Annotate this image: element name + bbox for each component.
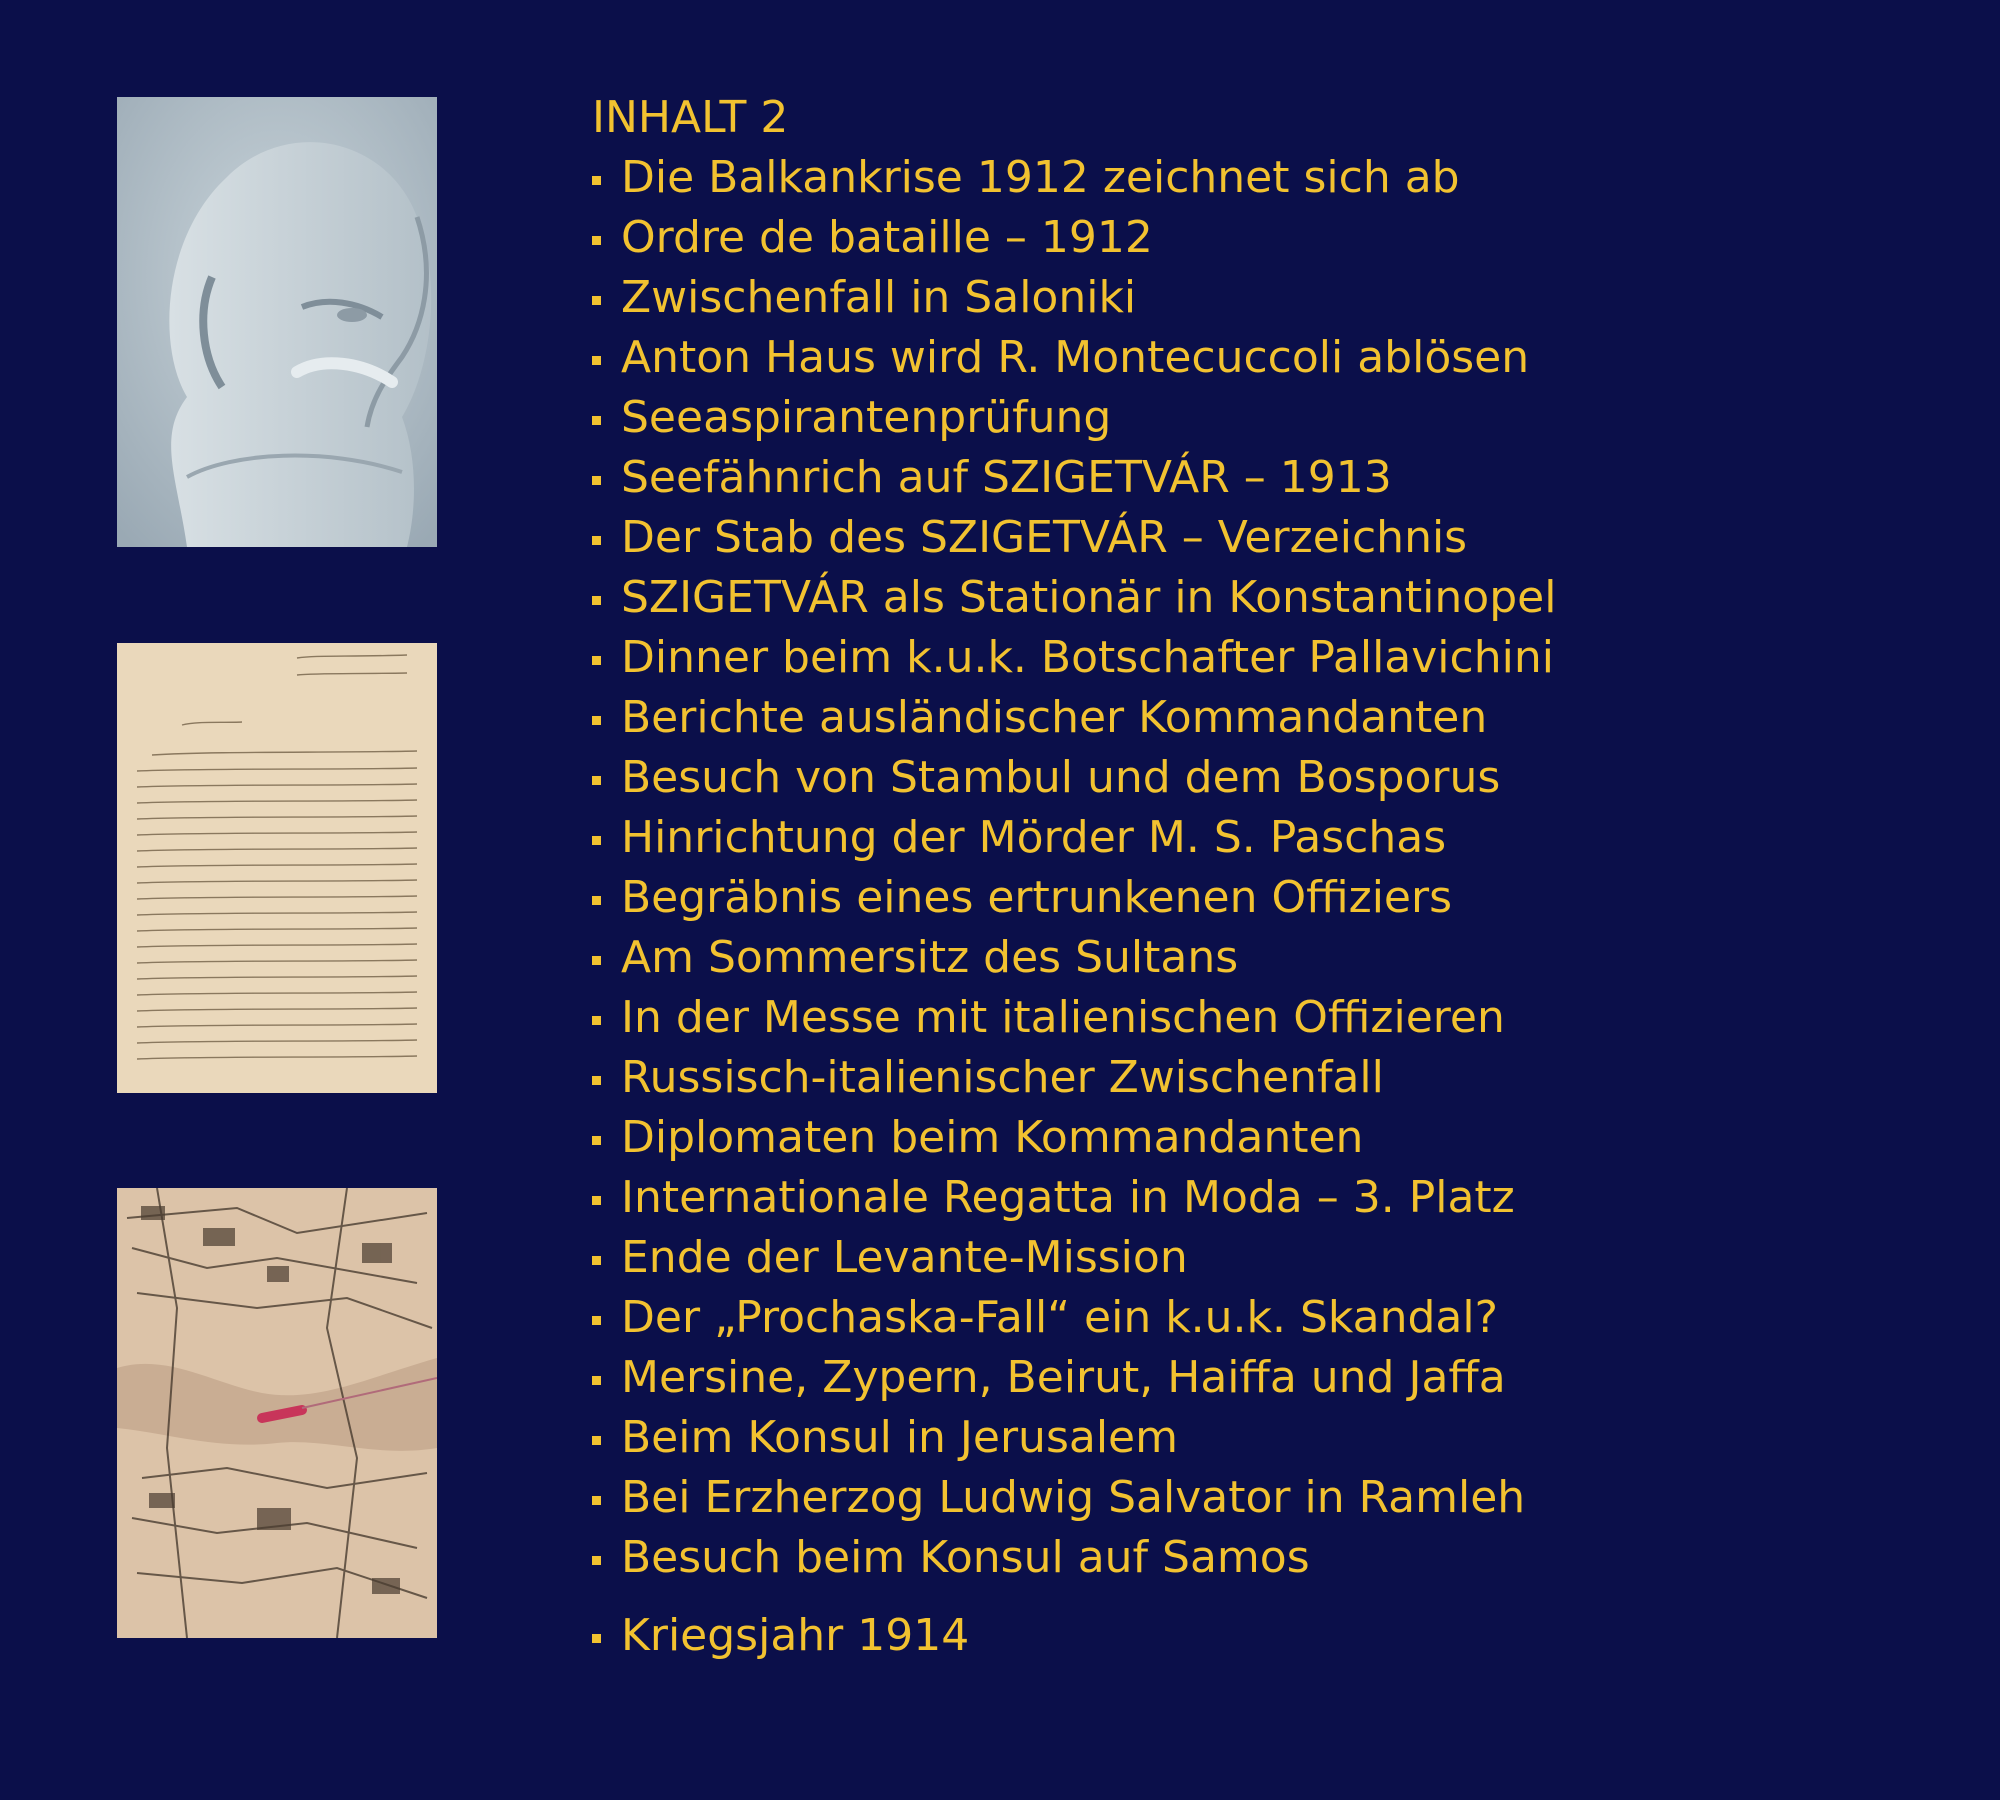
toc-item [592, 688, 1892, 748]
toc-item-label: Seefähnrich auf SZIGETVÁR – 1913 [621, 452, 1392, 503]
bullet-icon [592, 776, 601, 785]
toc-item [592, 1408, 1892, 1468]
bullet-icon [592, 1316, 601, 1325]
bust-photo [117, 97, 437, 547]
bullet-icon [592, 656, 601, 665]
toc-item [592, 1606, 1892, 1666]
toc-item [592, 1168, 1892, 1228]
toc-item [592, 1468, 1892, 1528]
toc-item [592, 268, 1892, 328]
toc-item-label: Zwischenfall in Saloniki [621, 272, 1137, 323]
toc-title: INHALT 2 [592, 92, 789, 143]
bullet-icon [592, 1436, 601, 1445]
toc-item [592, 1288, 1892, 1348]
toc-item-label: Diplomaten beim Kommandanten [621, 1112, 1364, 1163]
bullet-icon [592, 1556, 601, 1565]
toc-item-label: In der Messe mit italienischen Offizieren [621, 992, 1505, 1043]
bust-illustration [117, 97, 437, 547]
bullet-icon [592, 956, 601, 965]
toc-item-label: Ende der Levante-Mission [621, 1232, 1188, 1283]
map-photo [117, 1188, 437, 1638]
bullet-icon [592, 1634, 601, 1643]
toc-item [592, 568, 1892, 628]
toc-item [592, 148, 1892, 208]
bullet-icon [592, 1496, 601, 1505]
letter-illustration [117, 643, 437, 1093]
map-illustration [117, 1188, 437, 1638]
bullet-icon [592, 1076, 601, 1085]
toc-item [592, 928, 1892, 988]
toc-item-label: Am Sommersitz des Sultans [621, 932, 1239, 983]
toc-item-label: Besuch von Stambul und dem Bosporus [621, 752, 1501, 803]
bullet-icon [592, 296, 601, 305]
toc-item [592, 1348, 1892, 1408]
toc-item-label: Die Balkankrise 1912 zeichnet sich ab [621, 152, 1460, 203]
toc-item-label: Anton Haus wird R. Montecuccoli ablösen [621, 332, 1530, 383]
bullet-icon [592, 176, 601, 185]
toc-item-label: Berichte ausländischer Kommandanten [621, 692, 1488, 743]
toc-item-label: Ordre de bataille – 1912 [621, 212, 1153, 263]
toc-item-label: Der „Prochaska-Fall“ ein k.u.k. Skandal? [621, 1292, 1498, 1343]
toc-item-label: Internationale Regatta in Moda – 3. Platz [621, 1172, 1515, 1223]
toc-item [592, 508, 1892, 568]
bullet-icon [592, 416, 601, 425]
bullet-icon [592, 1376, 601, 1385]
bullet-icon [592, 1256, 601, 1265]
toc-item-label: Russisch-italienischer Zwischenfall [621, 1052, 1384, 1103]
toc-item-label: Mersine, Zypern, Beirut, Haiffa und Jaffa [621, 1352, 1506, 1403]
toc-item-label: Bei Erzherzog Ludwig Salvator in Ramleh [621, 1472, 1526, 1523]
toc-item-label: Hinrichtung der Mörder M. S. Paschas [621, 812, 1447, 863]
toc-item [592, 1528, 1892, 1588]
toc-list [592, 148, 1892, 1666]
bullet-icon [592, 716, 601, 725]
toc-item-label: Besuch beim Konsul auf Samos [621, 1532, 1310, 1583]
toc-item-label: Seeaspirantenprüfung [621, 392, 1112, 443]
bullet-icon [592, 236, 601, 245]
toc-item [592, 868, 1892, 928]
toc-item-label: Begräbnis eines ertrunkenen Offiziers [621, 872, 1453, 923]
toc-item [592, 208, 1892, 268]
bullet-icon [592, 476, 601, 485]
letter-photo [117, 643, 437, 1093]
bullet-icon [592, 356, 601, 365]
toc-item [592, 628, 1892, 688]
bullet-icon [592, 896, 601, 905]
toc-item-label: Kriegsjahr 1914 [621, 1610, 970, 1661]
table-of-contents [592, 88, 1892, 1666]
bullet-icon [592, 1136, 601, 1145]
toc-item-label: Der Stab des SZIGETVÁR – Verzeichnis [621, 512, 1468, 563]
bullet-icon [592, 596, 601, 605]
toc-item [592, 1048, 1892, 1108]
toc-item [592, 748, 1892, 808]
toc-item-label: Dinner beim k.u.k. Botschafter Pallavichini [621, 632, 1554, 683]
toc-item-label: Beim Konsul in Jerusalem [621, 1412, 1178, 1463]
toc-item [592, 388, 1892, 448]
toc-item [592, 988, 1892, 1048]
bullet-icon [592, 536, 601, 545]
bullet-icon [592, 1016, 601, 1025]
toc-item [592, 808, 1892, 868]
toc-item [592, 448, 1892, 508]
toc-item [592, 1228, 1892, 1288]
bullet-icon [592, 1196, 601, 1205]
toc-item [592, 328, 1892, 388]
bullet-icon [592, 836, 601, 845]
toc-item-label: SZIGETVÁR als Stationär in Konstantinopel [621, 572, 1557, 623]
toc-item [592, 1108, 1892, 1168]
